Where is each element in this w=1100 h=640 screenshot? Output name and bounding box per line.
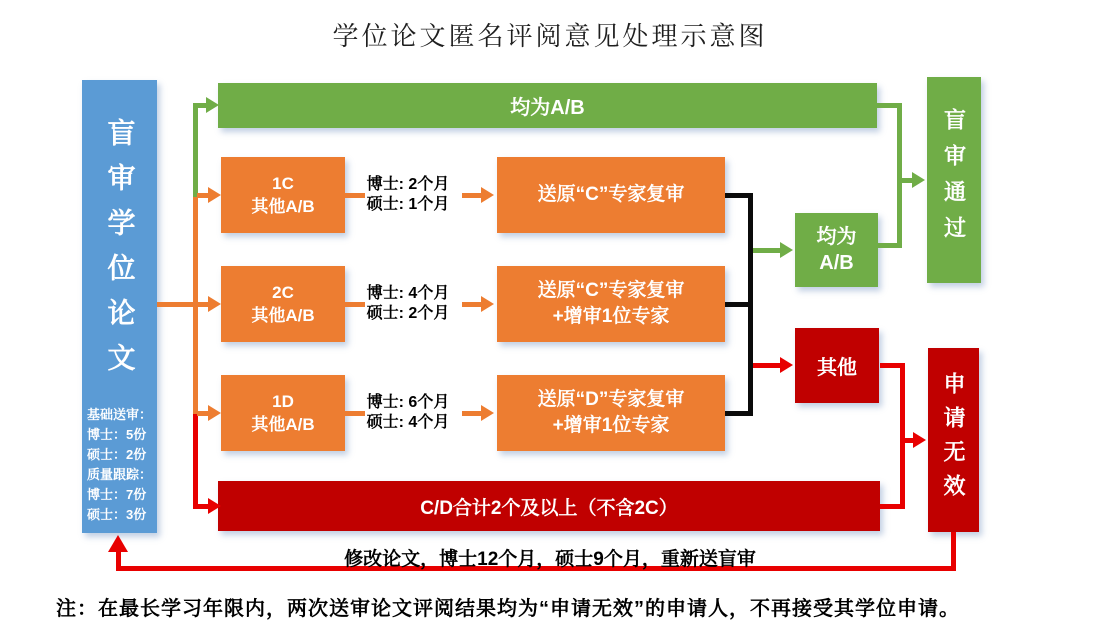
invalid-merge-vertical-line xyxy=(900,363,905,509)
merge-all-ab-box xyxy=(795,213,878,287)
action-line: 送原“C”专家复审 xyxy=(537,280,685,301)
row1-arrow-line xyxy=(462,193,482,198)
merge-all-ab-line: 均为 xyxy=(816,226,857,248)
stat-line: 博士：7份 xyxy=(86,487,147,502)
source-box-label: 盲审学位论文 xyxy=(104,118,136,388)
action-line: +增审1位专家 xyxy=(552,306,670,327)
merge-other-box: 其他 xyxy=(795,328,879,403)
grade-box-2c xyxy=(221,266,345,342)
return-up-line xyxy=(116,552,121,571)
stat-line: 质量跟踪： xyxy=(86,467,152,482)
grade-sub: 其他A/B xyxy=(251,306,315,325)
grade-code: 1C xyxy=(272,174,294,193)
outcome-pass-label: 盲审通过 xyxy=(941,108,967,252)
to-row2-arrow-icon xyxy=(208,296,221,312)
stat-line: 硕士：2份 xyxy=(86,447,147,462)
row3-stub-line xyxy=(345,411,365,416)
duration-line: 硕士: 1个月 xyxy=(366,196,450,213)
grade-box-1d xyxy=(221,375,345,451)
outcome-invalid-label: 申请无效 xyxy=(941,372,966,508)
stat-line: 硕士：3份 xyxy=(86,507,147,522)
row1-arrow-icon xyxy=(481,187,494,203)
pass-arrow-icon xyxy=(912,172,925,188)
allab-to-pass-line xyxy=(877,243,902,248)
pass-merge-vertical-line xyxy=(897,103,902,248)
row2-arrow-icon xyxy=(481,296,494,312)
row3-arrow-icon xyxy=(481,405,494,421)
source-box xyxy=(82,80,157,533)
merge-all-ab-line: A/B xyxy=(819,252,854,274)
stat-line: 基础送审： xyxy=(86,407,152,422)
bottombar-to-invalid-line xyxy=(880,504,905,509)
return-arrow-up-icon xyxy=(108,535,128,552)
action-line: 送原“C”专家复审 xyxy=(537,184,685,205)
left-bus-red-segment xyxy=(193,414,198,509)
action-box-row3 xyxy=(497,375,725,451)
grade-code: 1D xyxy=(272,392,294,411)
duration-line: 博士: 6个月 xyxy=(366,394,450,411)
bus-to-all-ab-arrow-icon xyxy=(780,242,793,258)
to-row3-arrow-icon xyxy=(208,405,221,421)
bus-to-other-arrow-icon xyxy=(780,357,793,373)
grade-box-1c xyxy=(221,157,345,233)
duration-line: 硕士: 2个月 xyxy=(366,305,450,322)
all-ab-top-bar: 均为A/B xyxy=(218,83,877,128)
cd-two-or-more-bar: C/D合计2个及以上（不含2C） xyxy=(218,481,880,531)
duration-label-row3 xyxy=(352,393,464,433)
duration-label-row1 xyxy=(352,175,464,215)
action-box-row1 xyxy=(497,157,725,233)
revision-note: 修改论文，博士12个月，硕士9个月，重新送盲审 xyxy=(344,549,756,570)
outcome-pass-box xyxy=(927,77,981,283)
to-top-bar-arrow-icon xyxy=(206,97,219,113)
grade-code: 2C xyxy=(272,283,294,302)
outcome-invalid-box xyxy=(928,348,979,532)
duration-line: 博士: 4个月 xyxy=(366,285,450,302)
invalid-arrow-icon xyxy=(913,432,926,448)
duration-line: 博士: 2个月 xyxy=(366,176,450,193)
action-box-row2 xyxy=(497,266,725,342)
grade-sub: 其他A/B xyxy=(251,197,315,216)
left-bus-green-segment xyxy=(193,103,198,199)
row2-stub-line xyxy=(345,302,365,307)
source-feed-line xyxy=(157,302,195,307)
bus-to-other-line xyxy=(753,363,781,368)
to-bottom-bar-arrow-icon xyxy=(208,498,221,514)
action-line: +增审1位专家 xyxy=(552,415,670,436)
source-box-stats xyxy=(87,405,152,525)
bus-to-all-ab-line xyxy=(753,248,781,253)
diagram-title: 学位论文匿名评阅意见处理示意图 xyxy=(332,22,768,51)
duration-label-row2 xyxy=(352,284,464,324)
action-line: 送原“D”专家复审 xyxy=(537,389,685,410)
footnote: 注：在最长学习年限内，两次送审论文评阅结果均为“申请无效”的申请人，不再接受其学位申请。 xyxy=(56,598,960,620)
to-row1-arrow-icon xyxy=(208,187,221,203)
grade-sub: 其他A/B xyxy=(251,415,315,434)
row3-arrow-line xyxy=(462,411,482,416)
row2-arrow-line xyxy=(462,302,482,307)
stat-line: 博士：5份 xyxy=(86,427,147,442)
duration-line: 硕士: 4个月 xyxy=(366,414,450,431)
black-bus-vertical-line xyxy=(748,193,753,416)
row1-stub-line xyxy=(345,193,365,198)
